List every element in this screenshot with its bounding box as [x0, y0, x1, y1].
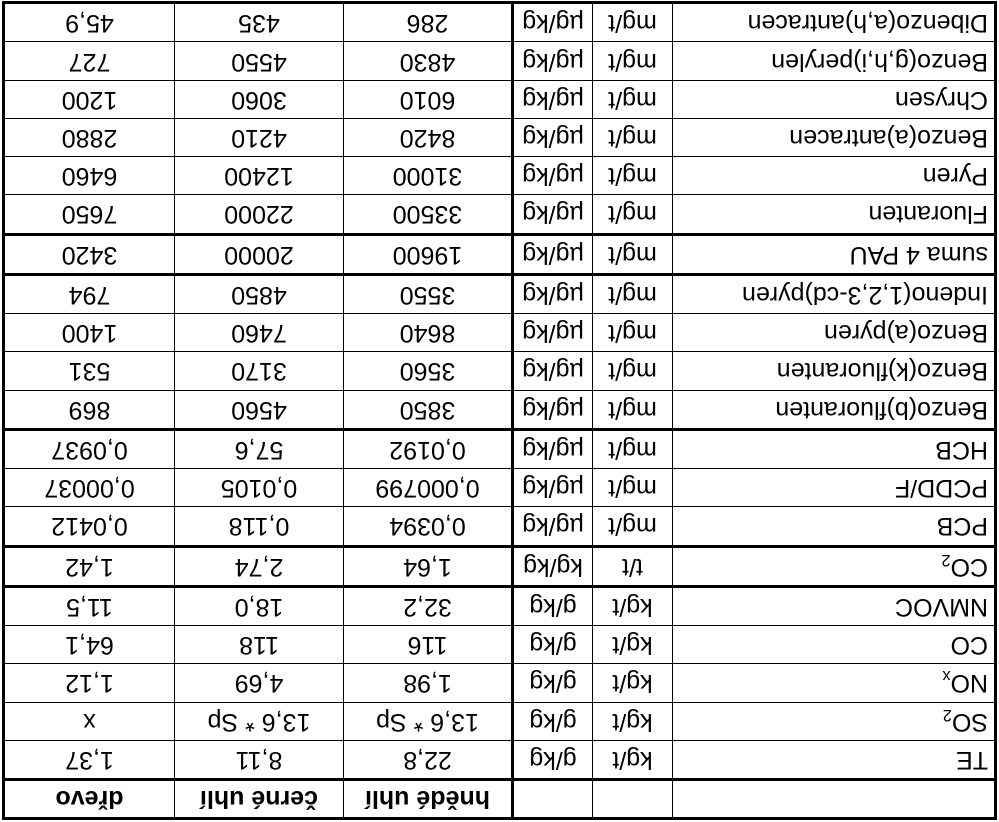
header-black-coal: černé uhlí	[175, 780, 344, 818]
unit-per-kg: µg/kg	[513, 157, 593, 195]
table-row	[5, 740, 995, 779]
table-row	[5, 390, 995, 429]
header-unit-2	[513, 780, 593, 818]
value-wood: 531	[5, 352, 175, 390]
value-brown-coal: 116	[344, 626, 513, 664]
header-substance	[673, 780, 995, 818]
unit-per-ton: mg/t	[593, 390, 673, 429]
value-wood: 727	[5, 42, 175, 80]
substance-subscript: 2	[942, 705, 952, 724]
value-wood: 6460	[5, 157, 175, 195]
substance-name: Chrysen	[894, 85, 988, 114]
value-wood: 2880	[5, 118, 175, 156]
unit-per-ton: mg/t	[593, 42, 673, 80]
value-brown-coal: 13,6 * Sp	[344, 702, 513, 740]
unit-per-kg: µg/kg	[513, 274, 593, 313]
unit-per-kg: µg/kg	[513, 195, 593, 234]
substance-cell	[673, 507, 995, 546]
substance-name: Indeno(1,2,3-cd)pyren	[742, 280, 988, 309]
value-brown-coal: 3550	[344, 274, 513, 313]
unit-per-ton: mg/t	[593, 352, 673, 390]
value-black-coal: 8,11	[175, 740, 344, 779]
unit-per-kg: µg/kg	[513, 390, 593, 429]
unit-per-kg: µg/kg	[513, 234, 593, 274]
substance-cell	[673, 429, 995, 468]
value-wood: 1,12	[5, 664, 175, 702]
table-row	[5, 274, 995, 313]
header-unit-1	[593, 780, 673, 818]
unit-per-ton: mg/t	[593, 118, 673, 156]
value-brown-coal: 3560	[344, 352, 513, 390]
unit-per-ton: mg/t	[593, 274, 673, 313]
unit-per-kg: µg/kg	[513, 314, 593, 352]
unit-per-kg: µg/kg	[513, 42, 593, 80]
value-brown-coal: 4830	[344, 42, 513, 80]
value-wood: 7650	[5, 195, 175, 234]
value-brown-coal: 6010	[344, 80, 513, 118]
substance-cell	[673, 702, 995, 740]
value-wood: 1200	[5, 80, 175, 118]
unit-per-ton: kg/t	[593, 664, 673, 702]
table-row	[5, 626, 995, 664]
table-row	[5, 664, 995, 702]
value-brown-coal: 31000	[344, 157, 513, 195]
substance-subscript: x	[942, 667, 951, 686]
value-black-coal: 0,0105	[175, 469, 344, 507]
value-black-coal: 2,74	[175, 546, 344, 586]
value-black-coal: 0,118	[175, 507, 344, 546]
unit-per-kg: g/kg	[513, 702, 593, 740]
value-brown-coal: 32,2	[344, 586, 513, 625]
value-brown-coal: 19600	[344, 234, 513, 274]
unit-per-ton: mg/t	[593, 507, 673, 546]
unit-per-ton: kg/t	[593, 740, 673, 779]
unit-per-ton: kg/t	[593, 586, 673, 625]
value-brown-coal: 1,98	[344, 664, 513, 702]
value-wood: 0,0937	[5, 429, 175, 468]
unit-per-ton: kg/t	[593, 626, 673, 664]
substance-name: CO	[950, 631, 988, 660]
value-black-coal: 4210	[175, 118, 344, 156]
value-wood: 0,0412	[5, 507, 175, 546]
header-brown-coal: hnědé uhlí	[344, 780, 513, 818]
value-black-coal: 4560	[175, 390, 344, 429]
value-black-coal: 4850	[175, 274, 344, 313]
value-brown-coal: 22,8	[344, 740, 513, 779]
value-wood: 11,5	[5, 586, 175, 625]
value-black-coal: 13,6 * Sp	[175, 702, 344, 740]
table-row	[5, 195, 995, 234]
substance-cell	[673, 664, 995, 702]
unit-per-ton: mg/t	[593, 195, 673, 234]
header-row	[5, 780, 995, 818]
substance-name: PCDD/F	[894, 474, 988, 503]
unit-per-ton: mg/t	[593, 429, 673, 468]
substance-name: TE	[956, 745, 988, 774]
substance-subscript: 2	[941, 550, 951, 569]
value-wood: 1400	[5, 314, 175, 352]
unit-per-ton: t/t	[593, 546, 673, 586]
table-row	[5, 234, 995, 274]
value-brown-coal: 3850	[344, 390, 513, 429]
substance-name: Pyren	[922, 162, 988, 191]
substance-cell	[673, 546, 995, 586]
value-brown-coal: 0,0394	[344, 507, 513, 546]
value-wood: 1,37	[5, 740, 175, 779]
unit-per-kg: g/kg	[513, 740, 593, 779]
substance-cell	[673, 80, 995, 118]
unit-per-kg: kg/kg	[513, 546, 593, 586]
value-black-coal: 22000	[175, 195, 344, 234]
unit-per-kg: µg/kg	[513, 352, 593, 390]
value-wood: 64,1	[5, 626, 175, 664]
substance-name: HCB	[935, 435, 988, 464]
substance-cell	[673, 4, 995, 42]
substance-cell	[673, 195, 995, 234]
value-brown-coal: 1,64	[344, 546, 513, 586]
unit-per-ton: mg/t	[593, 4, 673, 42]
table-row	[5, 314, 995, 352]
substance-cell	[673, 274, 995, 313]
unit-per-kg: µg/kg	[513, 118, 593, 156]
value-black-coal: 4,69	[175, 664, 344, 702]
substance-name: Benzo(a)antracen	[789, 124, 988, 152]
substance-name: suma 4 PAU	[849, 240, 988, 269]
value-wood: 3420	[5, 234, 175, 274]
substance-name: NMVOC	[894, 592, 988, 621]
value-brown-coal: 33500	[344, 195, 513, 234]
substance-cell	[673, 586, 995, 625]
value-brown-coal: 8420	[344, 118, 513, 156]
unit-per-kg: µg/kg	[513, 507, 593, 546]
value-wood: 1,42	[5, 546, 175, 586]
substance-name: Benzo(b)fluoranten	[775, 395, 988, 424]
substance-cell	[673, 740, 995, 779]
value-black-coal: 20000	[175, 234, 344, 274]
value-wood: 869	[5, 390, 175, 429]
value-black-coal: 4550	[175, 42, 344, 80]
unit-per-kg: g/kg	[513, 664, 593, 702]
value-brown-coal: 0,0192	[344, 429, 513, 468]
value-black-coal: 118	[175, 626, 344, 664]
table-body	[5, 4, 995, 780]
substance-cell	[673, 314, 995, 352]
unit-per-ton: kg/t	[593, 702, 673, 740]
value-black-coal: 18,0	[175, 586, 344, 625]
value-black-coal: 3170	[175, 352, 344, 390]
value-wood: 45,9	[5, 4, 175, 42]
value-black-coal: 57,6	[175, 429, 344, 468]
value-brown-coal: 286	[344, 4, 513, 42]
substance-cell	[673, 157, 995, 195]
table-row	[5, 118, 995, 156]
unit-per-ton: mg/t	[593, 314, 673, 352]
table-row	[5, 546, 995, 586]
unit-per-kg: µg/kg	[513, 80, 593, 118]
table-row	[5, 469, 995, 507]
substance-cell	[673, 42, 995, 80]
unit-per-kg: g/kg	[513, 626, 593, 664]
header-wood: dřevo	[5, 780, 175, 818]
value-black-coal: 435	[175, 4, 344, 42]
table-row	[5, 352, 995, 390]
emission-factors-table	[4, 3, 995, 818]
substance-cell	[673, 352, 995, 390]
table-row	[5, 429, 995, 468]
table-row	[5, 4, 995, 42]
table-row	[5, 507, 995, 546]
value-black-coal: 7460	[175, 314, 344, 352]
value-wood: 0,00037	[5, 469, 175, 507]
substance-cell	[673, 118, 995, 156]
unit-per-ton: mg/t	[593, 157, 673, 195]
table-row	[5, 42, 995, 80]
substance-cell	[673, 469, 995, 507]
value-wood: x	[5, 702, 175, 740]
substance-cell	[673, 626, 995, 664]
substance-name: Benzo(a)pyren	[824, 319, 988, 348]
substance-name: Benzo(k)fluoranten	[776, 357, 988, 386]
table-row	[5, 157, 995, 195]
substance-name: SO	[951, 707, 988, 736]
unit-per-ton: mg/t	[593, 234, 673, 274]
table-row	[5, 586, 995, 625]
value-brown-coal: 0,000799	[344, 469, 513, 507]
table-row	[5, 702, 995, 740]
value-black-coal: 3060	[175, 80, 344, 118]
substance-name: NO	[950, 669, 988, 698]
value-brown-coal: 8640	[344, 314, 513, 352]
unit-per-kg: µg/kg	[513, 469, 593, 507]
substance-name: PCB	[936, 512, 988, 541]
value-black-coal: 12400	[175, 157, 344, 195]
unit-per-ton: mg/t	[593, 469, 673, 507]
substance-name: Benzo(g,h,i)perylen	[771, 47, 988, 76]
unit-per-kg: µg/kg	[513, 4, 593, 42]
substance-name: Fluoranten	[868, 200, 988, 229]
value-wood: 794	[5, 274, 175, 313]
unit-per-kg: µg/kg	[513, 429, 593, 468]
substance-name: Dibenzo(a,h)antracen	[747, 9, 988, 38]
substance-cell	[673, 390, 995, 429]
unit-per-ton: mg/t	[593, 80, 673, 118]
unit-per-kg: g/kg	[513, 586, 593, 625]
substance-name: CO	[950, 552, 988, 581]
substance-cell	[673, 234, 995, 274]
table-row	[5, 80, 995, 118]
